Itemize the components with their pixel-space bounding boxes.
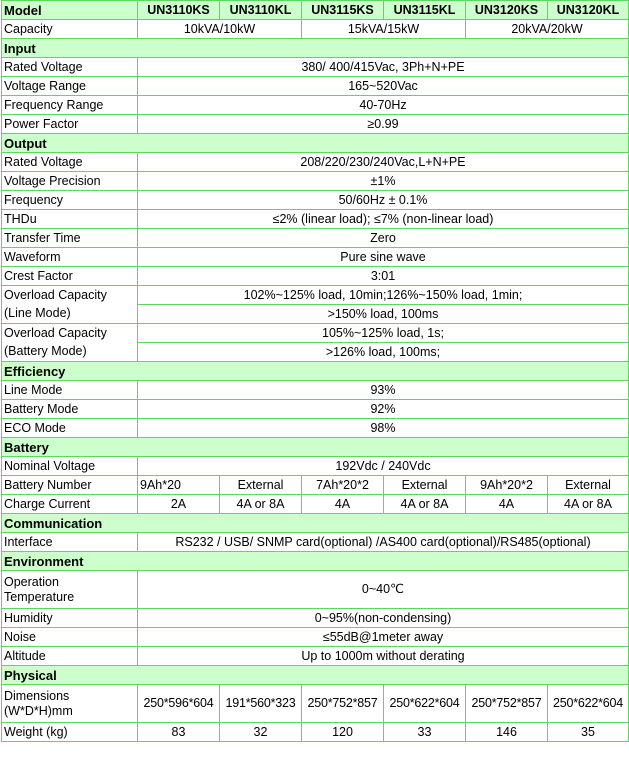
row-label: Charge Current [2, 495, 138, 514]
spec-row [2, 248, 629, 267]
section-title: Battery [2, 438, 629, 457]
model-header-row [2, 1, 629, 20]
row-label: Frequency Range [2, 96, 138, 115]
dimensions-value: 250*622*604 [384, 685, 466, 723]
weight-value: 35 [548, 723, 629, 742]
row-label: Weight (kg) [2, 723, 138, 742]
row-label: THDu [2, 210, 138, 229]
spec-row [2, 267, 629, 286]
row-value: Zero [138, 229, 629, 248]
row-value: >126% load, 100ms; [138, 343, 629, 362]
spec-row [2, 343, 629, 362]
charge-current-row [2, 495, 629, 514]
spec-row [2, 58, 629, 77]
row-label: Battery Number [2, 476, 138, 495]
row-value: 380/ 400/415Vac, 3Ph+N+PE [138, 58, 629, 77]
row-value: 165~520Vac [138, 77, 629, 96]
row-value: 40-70Hz [138, 96, 629, 115]
spec-row [2, 628, 629, 647]
charge-current-value: 4A or 8A [384, 495, 466, 514]
dimensions-value: 191*560*323 [220, 685, 302, 723]
row-value: ±1% [138, 172, 629, 191]
spec-row [2, 115, 629, 134]
row-label: Battery Mode [2, 400, 138, 419]
capacity-value: 15kVA/15kW [302, 20, 466, 39]
spec-row [2, 324, 629, 343]
row-label: Overload Capacity [2, 324, 138, 343]
spec-row [2, 153, 629, 172]
row-label: Frequency [2, 191, 138, 210]
row-value: Pure sine wave [138, 248, 629, 267]
spec-row [2, 533, 629, 552]
spec-row [2, 96, 629, 115]
model-name: UN3115KL [384, 1, 466, 20]
battery-number-value: External [548, 476, 629, 495]
operation-temperature-row [2, 571, 629, 609]
dimensions-value: 250*752*857 [466, 685, 548, 723]
row-label: Waveform [2, 248, 138, 267]
capacity-value: 10kVA/10kW [138, 20, 302, 39]
row-label: Rated Voltage [2, 153, 138, 172]
model-name: UN3110KL [220, 1, 302, 20]
section-header-efficiency [2, 362, 629, 381]
weight-value: 33 [384, 723, 466, 742]
dimensions-row [2, 685, 629, 723]
dimensions-value: 250*622*604 [548, 685, 629, 723]
row-label: Humidity [2, 609, 138, 628]
spec-table [1, 0, 629, 742]
row-value: 92% [138, 400, 629, 419]
battery-number-row [2, 476, 629, 495]
battery-number-value: 7Ah*20*2 [302, 476, 384, 495]
row-value: 102%~125% load, 10min;126%~150% load, 1min; [138, 286, 629, 305]
row-label [2, 685, 138, 723]
spec-row [2, 191, 629, 210]
row-value: 93% [138, 381, 629, 400]
section-title: Physical [2, 666, 629, 685]
row-label: (Line Mode) [2, 305, 138, 324]
battery-number-value: External [220, 476, 302, 495]
battery-number-value: External [384, 476, 466, 495]
row-label: Power Factor [2, 115, 138, 134]
weight-value: 83 [138, 723, 220, 742]
row-label-line: Temperature [4, 589, 75, 604]
model-name: UN3110KS [138, 1, 220, 20]
spec-row [2, 609, 629, 628]
weight-value: 146 [466, 723, 548, 742]
row-label: Capacity [2, 20, 138, 39]
row-value: ≥0.99 [138, 115, 629, 134]
spec-row [2, 305, 629, 324]
row-label: Altitude [2, 647, 138, 666]
row-value: 3:01 [138, 267, 629, 286]
capacity-row [2, 20, 629, 39]
spec-row [2, 77, 629, 96]
spec-row [2, 210, 629, 229]
section-header-input [2, 39, 629, 58]
dimensions-value: 250*596*604 [138, 685, 220, 723]
model-name: UN3120KL [548, 1, 629, 20]
spec-row [2, 457, 629, 476]
row-label: Interface [2, 533, 138, 552]
spec-row [2, 647, 629, 666]
row-label: Rated Voltage [2, 58, 138, 77]
row-value: 0~40℃ [138, 571, 629, 609]
charge-current-value: 4A [302, 495, 384, 514]
row-label-line: Operation [4, 574, 59, 589]
row-value: ≤2% (linear load); ≤7% (non-linear load) [138, 210, 629, 229]
row-value: >150% load, 100ms [138, 305, 629, 324]
spec-row [2, 419, 629, 438]
section-header-physical [2, 666, 629, 685]
section-header-communication [2, 514, 629, 533]
row-label: Transfer Time [2, 229, 138, 248]
weight-value: 32 [220, 723, 302, 742]
row-value: 192Vdc / 240Vdc [138, 457, 629, 476]
row-value: 105%~125% load, 1s; [138, 324, 629, 343]
row-value: ≤55dB@1meter away [138, 628, 629, 647]
charge-current-value: 2A [138, 495, 220, 514]
dimensions-value: 250*752*857 [302, 685, 384, 723]
section-header-output [2, 134, 629, 153]
section-header-battery [2, 438, 629, 457]
section-header-environment [2, 552, 629, 571]
row-label: Line Mode [2, 381, 138, 400]
spec-row [2, 229, 629, 248]
weight-value: 120 [302, 723, 384, 742]
row-label: Crest Factor [2, 267, 138, 286]
section-title: Efficiency [2, 362, 629, 381]
spec-row [2, 286, 629, 305]
row-value: 50/60Hz ± 0.1% [138, 191, 629, 210]
section-title: Output [2, 134, 629, 153]
charge-current-value: 4A or 8A [220, 495, 302, 514]
model-name: UN3120KS [466, 1, 548, 20]
charge-current-value: 4A or 8A [548, 495, 629, 514]
battery-number-value: 9Ah*20*2 [466, 476, 548, 495]
weight-row [2, 723, 629, 742]
capacity-value: 20kVA/20kW [466, 20, 629, 39]
row-label-line: (W*D*H)mm [4, 703, 73, 718]
battery-number-value: 9Ah*20 [138, 476, 220, 495]
spec-row [2, 172, 629, 191]
row-label: (Battery Mode) [2, 343, 138, 362]
row-label: ECO Mode [2, 419, 138, 438]
section-title: Environment [2, 552, 629, 571]
row-label: Voltage Precision [2, 172, 138, 191]
spec-row [2, 400, 629, 419]
model-name: UN3115KS [302, 1, 384, 20]
row-label: Noise [2, 628, 138, 647]
row-value: 208/220/230/240Vac,L+N+PE [138, 153, 629, 172]
section-title: Input [2, 39, 629, 58]
model-label: Model [2, 1, 138, 20]
row-label: Voltage Range [2, 77, 138, 96]
row-value: 0~95%(non-condensing) [138, 609, 629, 628]
row-label: Nominal Voltage [2, 457, 138, 476]
spec-row [2, 381, 629, 400]
row-value: RS232 / USB/ SNMP card(optional) /AS400 card(optional)/RS485(optional) [138, 533, 629, 552]
section-title: Communication [2, 514, 629, 533]
charge-current-value: 4A [466, 495, 548, 514]
row-label [2, 571, 138, 609]
row-label-line: Dimensions [4, 688, 70, 703]
row-value: 98% [138, 419, 629, 438]
row-value: Up to 1000m without derating [138, 647, 629, 666]
row-label: Overload Capacity [2, 286, 138, 305]
